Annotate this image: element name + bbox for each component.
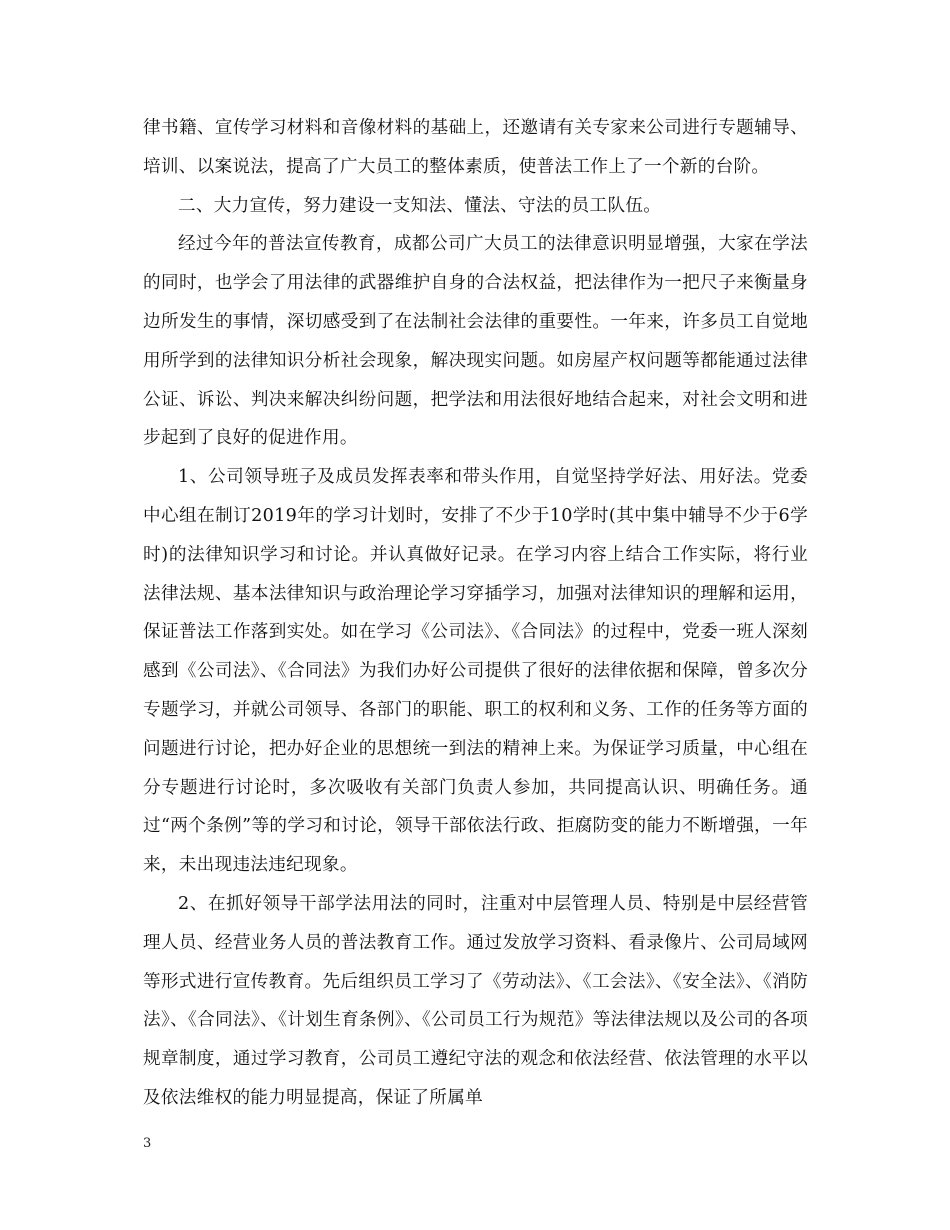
section-heading-two: 二、大力宣传，努力建设一支知法、懂法、守法的员工队伍。 — [178, 195, 662, 216]
paragraph-item-two: 2、在抓好领导干部学法用法的同时，注重对中层管理人员、特别是中层经营管理人员、经营业务人员的普法教育工作。通过发放学习资料、看录像片、公司局域网等形式进行宣传教育。先后组织员工学习了《劳动法》、《工会法》、《安全法》、《消防法》、《合同法》、《计划生育条例》、《公司员工行为规范》等法律法规以及公司的各项规章制度，通过学习教育，公司员工遵纪守法的观念和依法经营、依法管理的水平以及依法维权的能力明显提高，保证了所属单 — [143, 893, 808, 1108]
paragraph-item-one: 1、公司领导班子及成员发挥表率和带头作用，自觉坚持学好法、用好法。党委中心组在制订2019年的学习计划时，安排了不少于10学时(其中集中辅导不少于6学时)的法律知识学习和讨论。并认真做好记录。在学习内容上结合工作实际，将行业法律法规、基本法律知识与政治理论学习穿插学习，加强对法律知识的理解和运用，保证普法工作落到实处。如在学习《公司法》、《合同法》的过程中，党委一班人深刻感到《公司法》、《合同法》为我们办好公司提供了很好的法律依据和保障，曾多次分专题学习，并就公司领导、各部门的职能、职工的权利和义务、工作的任务等方面的问题进行讨论，把办好企业的思想统一到法的精神上来。为保证学习质量，中心组在分专题进行讨论时，多次吸收有关部门负责人参加，共同提高认识、明确任务。通过“两个条例”等的学习和讨论，领导干部依法行政、拒腐防变的能力不断增强，一年来，未出现违法违纪现象。 — [143, 467, 808, 876]
document-body — [143, 109, 808, 1118]
paragraph-continuation: 律书籍、宣传学习材料和音像材料的基础上，还邀请有关专家来公司进行专题辅导、培训、以案说法，提高了广大员工的整体素质，使普法工作上了一个新的台阶。 — [143, 118, 808, 177]
paragraph-legal-awareness: 经过今年的普法宣传教育，成都公司广大员工的法律意识明显增强，大家在学法的同时，也学会了用法律的武器维护自身的合法权益，把法律作为一把尺子来衡量身边所发生的事情，深切感受到了在法制社会法律的重要性。一年来，许多员工自觉地用所学到的法律知识分析社会现象，解决现实问题。如房屋产权问题等都能通过法律公证、诉讼、判决来解决纠纷问题，把学法和用法很好地结合起来，对社会文明和进步起到了良好的促进作用。 — [143, 234, 808, 449]
page-number: 3 — [143, 1136, 152, 1151]
